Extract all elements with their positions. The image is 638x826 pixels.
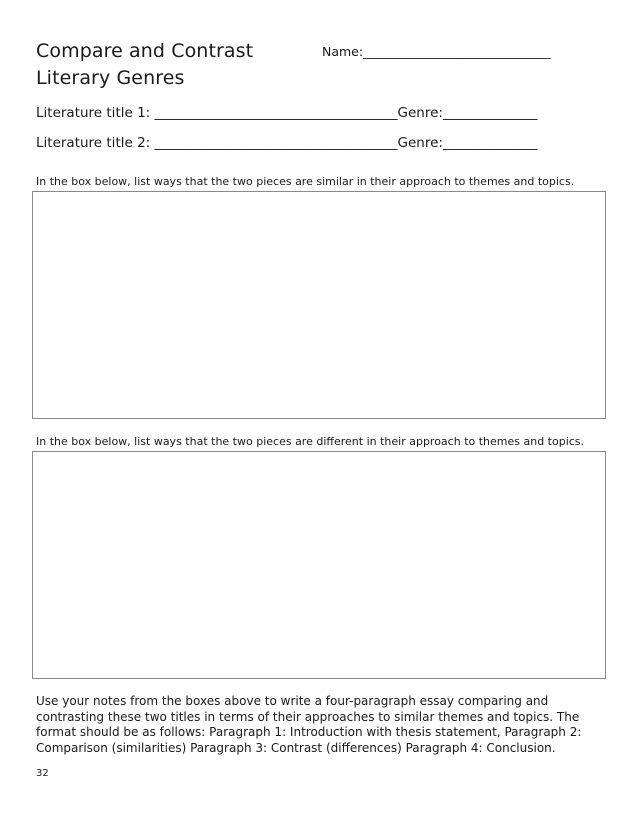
literature-title-1-field: Literature title 1: ____________________________________Genre:______________	[36, 105, 538, 121]
literature-title-2-field: Literature title 2: ____________________________________Genre:______________	[36, 135, 538, 151]
differences-instruction: In the box below, list ways that the two pieces are different in their approach to themes and topics.	[36, 435, 585, 448]
page-title-line-2: Literary Genres	[36, 67, 185, 89]
page-number: 32	[36, 768, 49, 779]
page-title-line-1: Compare and Contrast	[36, 40, 254, 62]
essay-instructions: Use your notes from the boxes above to write a four-paragraph essay comparing and contrasting these two titles in terms of their approaches to similar themes and topics. The format should be as follows: Paragraph 1: Introduction with thesis statement, Paragraph 2: Comparison (similarities) Paragraph 3: Contrast (differences) Paragraph 4: Conclusion.	[36, 694, 582, 755]
similarities-box	[32, 191, 606, 419]
differences-box	[32, 451, 606, 679]
name-field: Name:______________________________	[322, 44, 551, 59]
similarities-instruction: In the box below, list ways that the two pieces are similar in their approach to themes and topics.	[36, 175, 575, 188]
